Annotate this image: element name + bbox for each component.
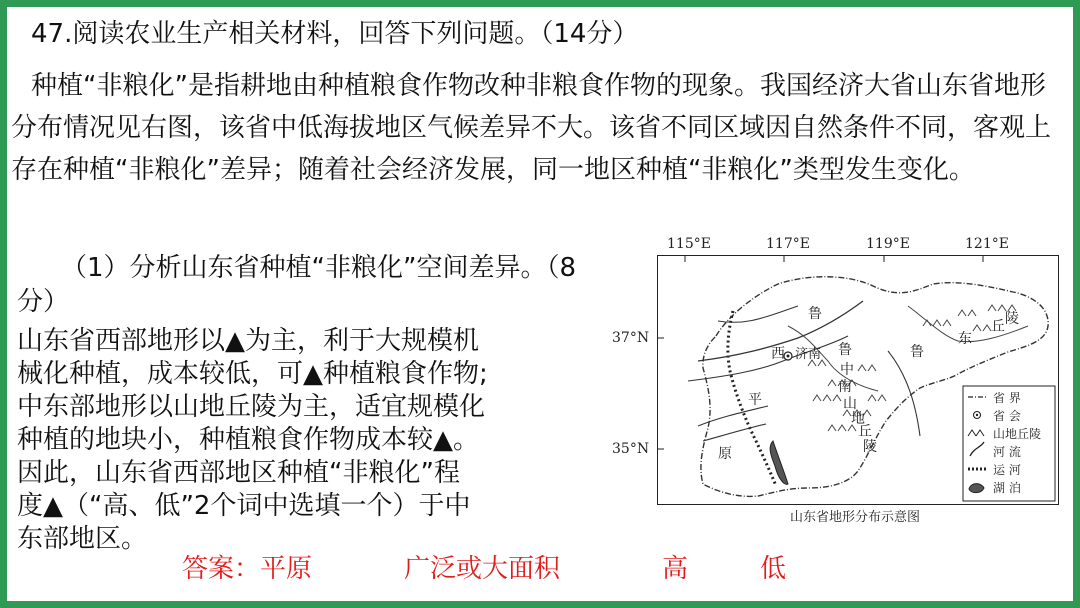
longitude-label: 117°E <box>766 236 810 252</box>
answer-blank-4: 低 <box>760 554 787 584</box>
label-qiu: 丘 <box>858 424 872 440</box>
label-lu-north: 鲁 <box>808 306 822 322</box>
map-drawing <box>658 256 1058 504</box>
longitude-label: 121°E <box>965 236 1009 252</box>
label-west: 西 <box>771 346 785 362</box>
legend-label-hills: 山地丘陵 <box>993 427 1042 441</box>
answer-blank-3: 高 <box>662 554 689 584</box>
label-jinan: 济南 <box>795 347 822 362</box>
latitude-label: 35°N <box>612 441 650 457</box>
legend-label-capital: 省 会 <box>993 409 1021 423</box>
passage <box>11 65 1061 191</box>
answer-line-4: 种植的地块小，种植粮食作物成本较▲。 <box>17 425 479 455</box>
sub-question <box>17 251 607 319</box>
legend-label-river: 河 流 <box>993 445 1021 459</box>
label-ling-east: 陵 <box>1005 311 1019 327</box>
longitude-label: 115°E <box>667 236 711 252</box>
legend-label-lake: 湖 泊 <box>993 481 1021 495</box>
answer-line-5: 因此，山东省西部地区种植“非粮化”程 <box>17 458 460 488</box>
label-shan: 山 <box>843 396 857 412</box>
label-ling: 陵 <box>863 439 877 455</box>
answer-line-7: 东部地区。 <box>17 524 148 554</box>
question-title: 47.阅读农业生产相关材料，回答下列问题。（14分） <box>31 19 639 49</box>
label-dong: 东 <box>958 331 972 347</box>
passage-text: 种植“非粮化”是指耕地由种植粮食作物改种非粮食作物的现象。我国经济大省山东省地形分布情况见右图，该省中低海拔地区气候差异不大。该省不同区域因自然条件不同，客观上存在种植“非粮化”差异；随着社会经济发展，同一地区种植“非粮化”类型发生变化。 <box>11 71 1052 185</box>
sub-question-text: （1）分析山东省种植“非粮化”空间差异。（8分） <box>17 253 577 317</box>
label-lu-east: 鲁 <box>910 344 924 360</box>
legend-label-boundary: 省 界 <box>993 391 1021 405</box>
answer-body <box>17 325 607 556</box>
answer-line-3: 中东部地形以山地丘陵为主，适宜规模化 <box>17 392 486 422</box>
map-caption: 山东省地形分布示意图 <box>789 510 920 525</box>
answer-blank-1: 答案：平原 <box>182 554 313 584</box>
latitude-label: 37°N <box>612 330 650 346</box>
label-di: 地 <box>851 411 865 427</box>
answer-blank-2: 广泛或大面积 <box>404 554 561 584</box>
legend-label-canal: 运 河 <box>993 463 1021 477</box>
answer-line-6: 度▲（“高、低”2个词中选填一个）于中 <box>17 491 471 521</box>
label-qiu-east: 丘 <box>991 319 1005 335</box>
answer-line-1: 山东省西部地形以▲为主，利于大规模机 <box>17 326 479 356</box>
label-nan: 南 <box>838 379 852 395</box>
label-lu-central: 鲁 <box>838 342 852 358</box>
label-ping: 平 <box>748 392 762 408</box>
answer-line-2: 械化种植，成本较低，可▲种植粮食作物; <box>17 359 488 389</box>
longitude-label: 119°E <box>866 236 910 252</box>
label-yuan: 原 <box>718 446 732 462</box>
shandong-map <box>657 255 1059 505</box>
label-zhong: 中 <box>840 362 854 378</box>
lake-icon <box>969 484 984 493</box>
